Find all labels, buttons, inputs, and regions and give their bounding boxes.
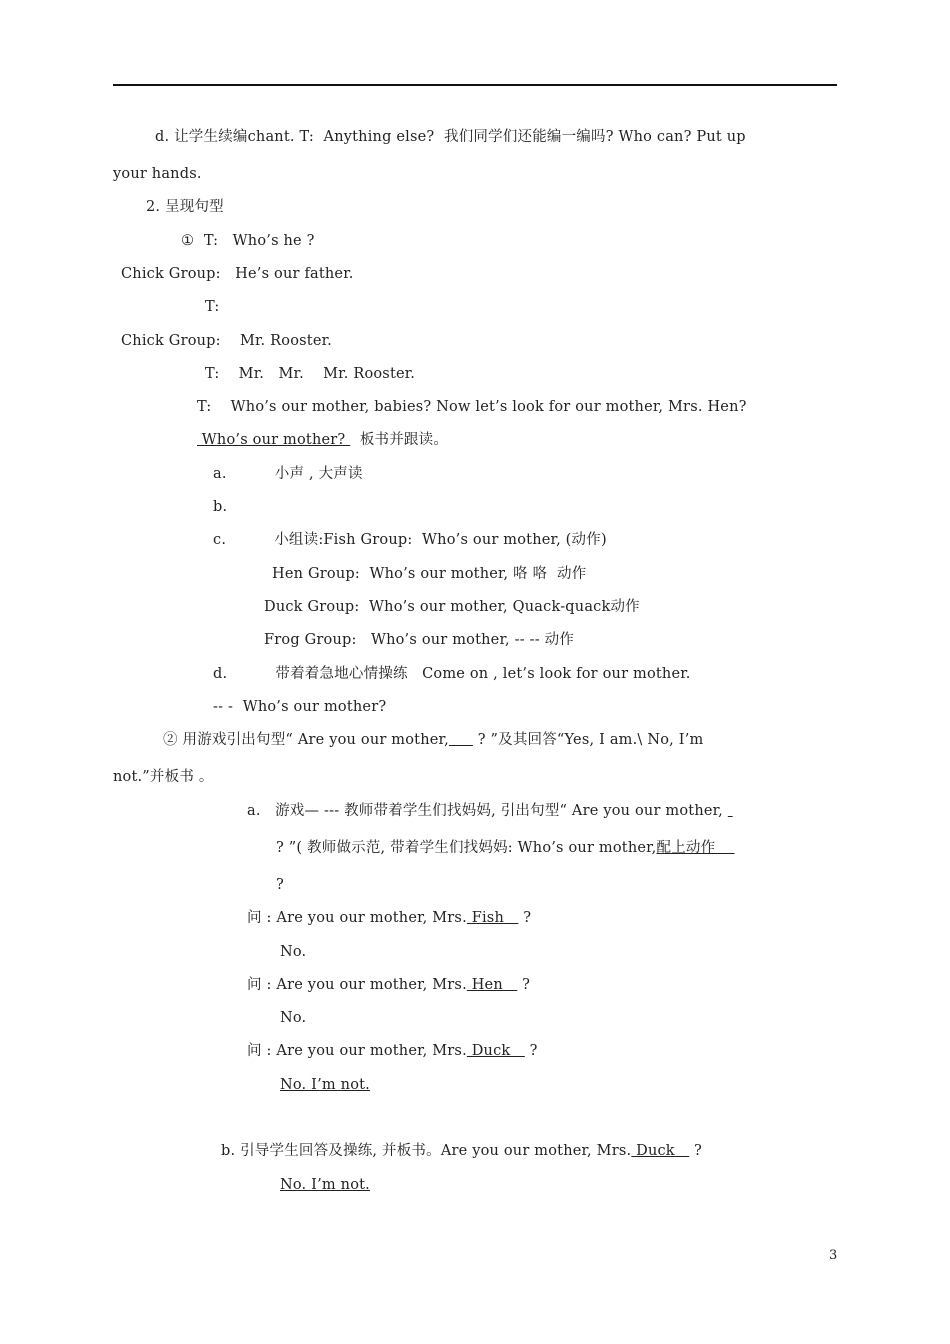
text-line (197, 431, 448, 449)
text-line (247, 909, 531, 927)
text-line: Hen Group: Who’s our mother, 咯 咯 动作 (272, 566, 587, 582)
text-span: ? ”( 教师做示范, 带着学生们找妈妈: Who’s our mother, (276, 840, 657, 856)
text-span: ? (524, 1043, 538, 1059)
text-line: No. (280, 944, 307, 960)
text-line: not.”并板书 。 (113, 769, 214, 785)
underlined-answer: Fish (466, 910, 519, 926)
text-line: T: (205, 299, 220, 315)
text-line: -- - Who’s our mother? (213, 699, 387, 715)
text-span: ? (518, 910, 532, 926)
text-line: T: Who’s our mother, babies? Now let’s look for our mother, Mrs. Hen? (197, 399, 747, 415)
text-line: T: Mr. Mr. Mr. Rooster. (205, 366, 416, 382)
text-line (247, 976, 530, 994)
text-line (276, 839, 735, 857)
text-line: Chick Group: He’s our father. (121, 266, 354, 282)
text-line: ① T: Who’s he ? (181, 233, 315, 249)
underlined-answer: Duck (466, 1043, 525, 1059)
text-span: 板书并跟读。 (350, 432, 449, 448)
text-line: ? (276, 877, 284, 893)
header-rule (113, 84, 837, 86)
text-span: ? (517, 977, 531, 993)
underlined-answer: Duck (631, 1143, 690, 1159)
text-line (163, 731, 703, 749)
text-line: a. 小声 , 大声读 (213, 466, 363, 482)
text-line: Duck Group: Who’s our mother, Quack-quack动作 (264, 599, 640, 615)
text-line: d. 让学生续编chant. T: Anything else? 我们同学们还能编一编吗? Who can? Put up (155, 129, 746, 145)
underlined-text: Who’s our mother? (197, 432, 351, 448)
underlined-answer: Hen (466, 977, 518, 993)
text-line (247, 802, 733, 820)
text-span: ② 用游戏引出句型“ Are you our mother, (163, 732, 449, 748)
text-line: b. (213, 499, 228, 515)
text-span: a. 游戏— --- 教师带着学生们找妈妈, 引出句型“ Are you our mother, (247, 803, 728, 819)
page-number: 3 (829, 1248, 838, 1263)
text-line: your hands. (113, 166, 202, 182)
underlined-blank (728, 803, 733, 819)
text-line: c. 小组读:Fish Group: Who’s our mother, (动作) (213, 532, 607, 548)
text-line: d. 带着着急地心情操练 Come on , let’s look for our mother. (213, 666, 691, 682)
section-heading: 2. 呈现句型 (146, 199, 224, 215)
underlined-text: 配上动作 (656, 840, 735, 856)
text-line: Frog Group: Who’s our mother, -- -- 动作 (264, 632, 575, 648)
text-span: b. 引导学生回答及操练, 并板书。Are you our mother, Mrs. (221, 1143, 632, 1159)
text-span: ? ”及其回答“Yes, I am.\ No, I’m (472, 732, 704, 748)
text-span: 问 : Are you our mother, Mrs. (247, 1043, 467, 1059)
text-span: 问 : Are you our mother, Mrs. (247, 977, 467, 993)
text-span: 问 : Are you our mother, Mrs. (247, 910, 467, 926)
text-span: ? (689, 1143, 703, 1159)
underlined-blank (449, 732, 473, 748)
text-line: Chick Group: Mr. Rooster. (121, 333, 332, 349)
text-line (247, 1042, 538, 1060)
underlined-answer: No. I’m not. (280, 1077, 370, 1093)
underlined-answer: No. I’m not. (280, 1177, 370, 1193)
text-line (221, 1142, 702, 1160)
text-line: No. (280, 1010, 307, 1026)
